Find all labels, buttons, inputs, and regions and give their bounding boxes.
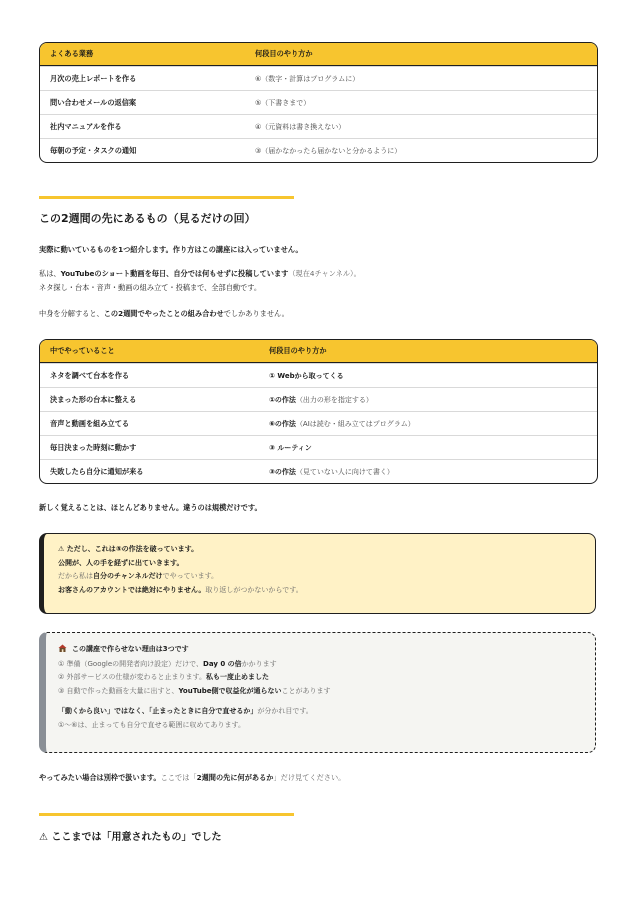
table-row <box>40 363 597 387</box>
closing-paragraph <box>39 771 345 784</box>
warning-text: 公開が、人の手を経ずに出ていきます。 <box>58 558 184 567</box>
warning-text <box>58 570 583 584</box>
method-cell <box>269 467 597 477</box>
table-row <box>40 411 597 435</box>
warning-title: ⚠ ただし、これは⑤の作法を破っています。 <box>58 545 199 553</box>
text: 中身を分解すると、 <box>39 309 104 318</box>
header-cell: 何段目のやり方か <box>255 49 313 58</box>
header-cell: 中でやっていること <box>50 346 115 355</box>
note-text: ①〜⑥は、止まっても自分で直せる範囲に収めてあります。 <box>58 720 245 729</box>
text: でやっています。 <box>162 572 219 580</box>
table-header <box>40 43 597 66</box>
text: この講座で作らせない理由は3つです <box>72 645 189 653</box>
method-cell <box>269 419 597 429</box>
table-row <box>40 387 597 411</box>
paragraph <box>39 267 361 280</box>
header-cell: よくある業務 <box>50 49 94 58</box>
paragraph <box>39 307 289 320</box>
table-row <box>40 435 597 459</box>
method-detail: （見ていない人に向けて書く） <box>295 467 394 476</box>
reason-item <box>58 685 583 699</box>
emphasis-text: この2週間でやったことの組み合わせ <box>103 309 224 318</box>
table-row <box>40 138 597 162</box>
method-detail: （AIは読む・組み立てはプログラム） <box>295 419 415 428</box>
text: だから私は <box>58 572 93 580</box>
method-strong: ①の作法 <box>269 395 296 404</box>
emphasis-text: YouTube側で収益化が通らない <box>178 686 282 695</box>
task-method-table <box>39 42 598 163</box>
section-accent-bar <box>39 196 294 199</box>
reason-item <box>58 658 583 672</box>
table-header <box>40 340 597 363</box>
method-cell: ③（届かなかったら届かないと分かるように） <box>255 146 402 155</box>
method-strong: ③ ルーティン <box>269 443 312 452</box>
text: でしかありません。 <box>223 309 289 318</box>
method-strong: ⑥の作法 <box>269 419 296 428</box>
header-cell: 何段目のやり方か <box>269 346 327 355</box>
section-accent-bar <box>39 813 294 816</box>
text: ここでは「 <box>160 773 197 782</box>
text: ① 準備（Googleの開発者向け設定）だけで、 <box>58 659 204 668</box>
method-cell: ⑤（下書きまで） <box>255 98 311 107</box>
note-title <box>58 643 583 657</box>
emphasis-text: 2週間の先に何があるか <box>196 773 274 782</box>
method-strong: ③の作法 <box>269 467 296 476</box>
text: 取り返しがつかないからです。 <box>205 585 303 594</box>
house-icon <box>58 644 67 652</box>
text: が分かれ目です。 <box>257 707 313 715</box>
warning-text <box>58 584 583 598</box>
method-detail: （出力の形を指定する） <box>295 395 373 404</box>
section-title: ⚠ ここまでは「用意されたもの」でした <box>39 832 222 843</box>
lead-text: 実際に動いているものを1つ紹介します。作り方はこの講座には入っていません。 <box>39 245 303 254</box>
emphasis-text: やってみたい場合は別枠で扱います。 <box>39 773 161 782</box>
table-row <box>40 90 597 114</box>
text: ② 外部サービスの仕様が変わると止まります。 <box>58 673 206 681</box>
section-title: この2週間の先にあるもの（見るだけの回） <box>39 212 256 225</box>
text: ③ 自動で作った動画を大量に出すと、 <box>58 686 179 695</box>
task-cell: 毎朝の予定・タスクの通知 <box>50 145 137 155</box>
method-strong: ① Webから取ってくる <box>269 371 344 380</box>
emphasis-text: 「動くから良い」ではなく、「止まったときに自分で直せるか」 <box>58 707 258 715</box>
task-cell: 毎日決まった時刻に動かす <box>50 442 137 452</box>
method-cell <box>269 443 597 453</box>
emphasis-text: 私も一度止めました <box>205 673 269 681</box>
emphasis-text: YouTubeのショート動画を毎日、自分では何もせずに投稿しています <box>60 269 289 278</box>
text: （現在4チャンネル）。 <box>288 269 361 278</box>
emphasis-text: お客さんのアカウントでは絶対にやりません。 <box>58 585 206 594</box>
text: 」だけ見てください。 <box>273 773 346 782</box>
task-cell: 決まった形の台本に整える <box>50 394 137 404</box>
task-cell: ネタを調べて台本を作る <box>50 370 130 380</box>
method-cell <box>269 395 597 405</box>
method-cell: ④（元資料は書き換えない） <box>255 122 346 131</box>
method-cell <box>269 371 597 381</box>
text: かかります <box>241 659 277 668</box>
summary-text: 新しく覚えることは、ほとんどありません。違うのは規模だけです。 <box>39 503 262 512</box>
text: ことがあります <box>281 686 331 695</box>
reason-item <box>58 671 583 685</box>
table-row <box>40 114 597 138</box>
table-row <box>40 459 597 483</box>
text: 私は、 <box>39 269 61 278</box>
warning-callout <box>39 533 596 614</box>
paragraph: ネタ探し・台本・音声・動画の組み立て・投稿まで、全部自動です。 <box>39 283 262 292</box>
task-cell: 失敗したら自分に通知が来る <box>50 466 144 476</box>
reason-note-callout <box>39 632 596 753</box>
method-cell: ⑥（数字・計算はプログラムに） <box>255 74 360 83</box>
task-cell: 月次の売上レポートを作る <box>50 73 137 83</box>
emphasis-text: Day 0 の倍 <box>203 659 242 668</box>
emphasis-text: 自分のチャンネルだけ <box>93 572 163 580</box>
table-row <box>40 66 597 90</box>
note-text <box>58 705 583 719</box>
task-cell: 問い合わせメールの返信案 <box>50 97 137 107</box>
internal-process-table <box>39 339 598 484</box>
task-cell: 社内マニュアルを作る <box>50 121 122 131</box>
task-cell: 音声と動画を組み立てる <box>50 418 130 428</box>
